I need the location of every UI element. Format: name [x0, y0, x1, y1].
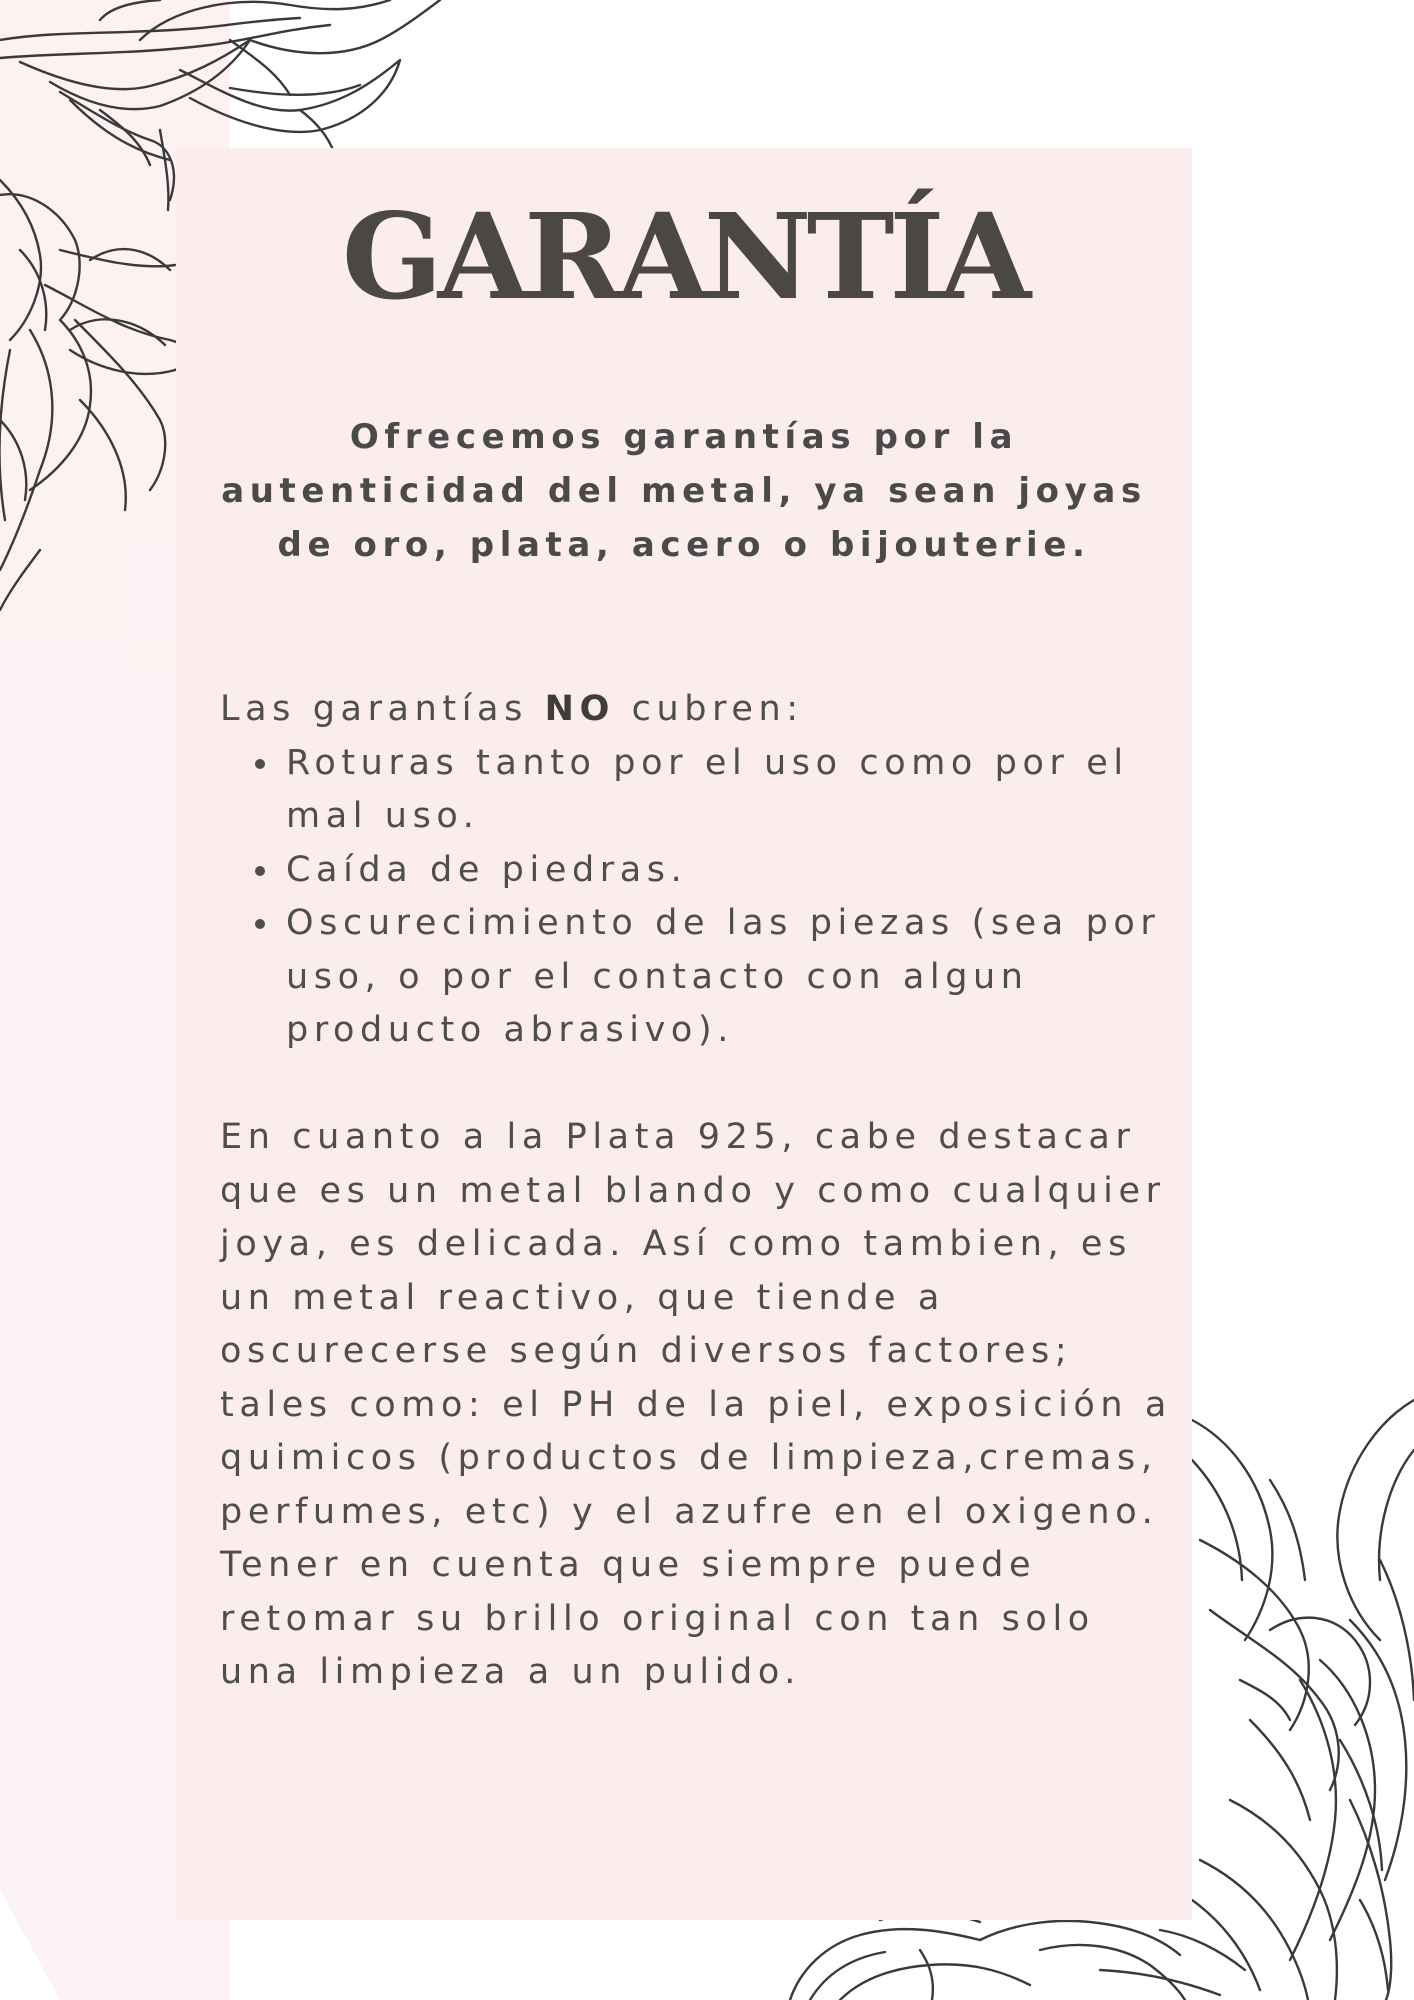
not-covered-list	[220, 737, 1180, 1058]
intro-text-after: cubren:	[631, 689, 804, 729]
list-item: Roturas tanto por el uso como por el mal uso.	[286, 737, 1180, 844]
warranty-card	[176, 148, 1192, 1920]
shine-paragraph: Tener en cuenta que siempre puede retomar su brillo original con tan solo una limpieza a un pulido.	[220, 1545, 1095, 1692]
intro-emphasis: NO	[544, 689, 615, 729]
intro-text-before: Las garantías	[220, 689, 528, 729]
silver-section	[220, 1111, 1180, 1700]
not-covered-intro	[220, 683, 1180, 737]
list-item: Oscurecimiento de las piezas (sea por uso, o por el contacto con algun producto abrasivo).	[286, 897, 1180, 1058]
floral-illustration-bottom-center	[780, 1910, 1260, 2000]
silver-paragraph: En cuanto a la Plata 925, cabe destacar que es un metal blando y como cualquier joya, es delicada. Así como tambien, es un metal reactivo, que tiende a oscurecerse según diversos factores; tales como: el PH de la piel, exposición a quimicos (productos de limpieza,cremas, perfumes, etc) y el azufre en el oxigeno.	[220, 1117, 1172, 1532]
page-title: GARANTÍA	[341, 187, 1027, 326]
not-covered-section	[220, 683, 1180, 1058]
list-item: Caída de piedras.	[286, 844, 1180, 898]
warranty-subtitle: Ofrecemos garantías por la autenticidad del metal, ya sean joyas de oro, plata, acero o bijouterie.	[221, 417, 1147, 565]
